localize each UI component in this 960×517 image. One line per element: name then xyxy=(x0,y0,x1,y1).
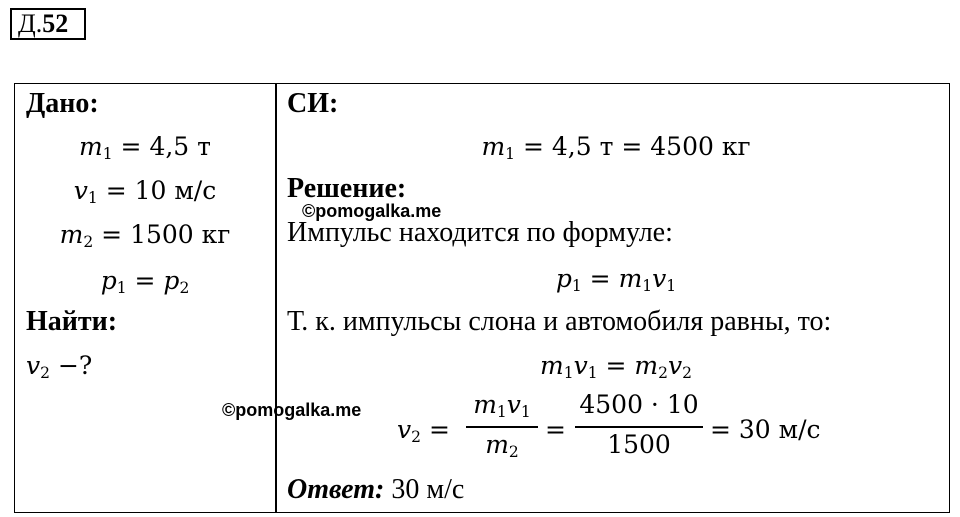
task-prefix: Д. xyxy=(18,9,43,38)
solution-line-2: Т. к. импульсы слона и автомобиля равны, то: xyxy=(287,306,832,337)
given-v1-value: 10 м/с xyxy=(134,176,217,205)
fraction-bar xyxy=(575,426,703,428)
given-heading: Дано: xyxy=(26,88,99,119)
find-heading: Найти: xyxy=(26,306,118,337)
solution-line-1: Импульс находится по формуле: xyxy=(287,217,673,248)
si-m1-conversion: $m_1 = 4,5$ т = 4500 кг xyxy=(481,132,751,163)
answer-value: 30 м/с xyxy=(391,474,465,505)
fraction-numeric xyxy=(575,390,703,462)
column-divider xyxy=(275,83,277,513)
given-m2-value: 1500 кг xyxy=(130,220,231,249)
result-value: = 30 м/с xyxy=(710,415,821,444)
task-number: 52 xyxy=(42,9,69,38)
answer-label: Ответ: xyxy=(287,474,385,505)
si-heading: СИ: xyxy=(287,88,339,119)
given-v1: $v_1 = 10$ м/с xyxy=(73,176,217,207)
momentum-equality: $m_1v_1 = m_2v_2$ xyxy=(539,351,693,382)
given-m1-value: 4,5 т xyxy=(149,132,211,161)
answer-line xyxy=(287,474,464,506)
fraction-numeric-numerator: 4500 · 10 xyxy=(579,390,699,419)
given-m1: $m_1 = 4,5$ т xyxy=(79,132,211,163)
watermark-2: ©pomogalka.me xyxy=(222,400,362,420)
v2-lhs: $v_2$ = xyxy=(397,415,450,446)
watermark-1: ©pomogalka.me xyxy=(302,201,442,221)
fraction-symbolic-numerator: $m_1v_1$ xyxy=(473,390,531,421)
fraction-symbolic xyxy=(466,390,538,462)
momentum-formula: $p_1 = m_1v_1$ xyxy=(555,264,677,295)
fraction-bar xyxy=(466,426,538,428)
find-item-text: −? xyxy=(57,351,93,380)
given-m2: $m_2 = 1500$ кг xyxy=(59,220,231,251)
fraction-numeric-denominator: 1500 xyxy=(607,430,671,459)
equals-sign: = xyxy=(545,415,566,444)
given-p-equality: $p_1 = p_2$ xyxy=(100,266,190,297)
fraction-symbolic-denominator: $m_2$ xyxy=(485,430,519,461)
task-number-badge xyxy=(10,8,86,40)
solution-heading: Решение: xyxy=(287,173,407,204)
find-item: $v_2$ −? xyxy=(26,351,93,382)
si-m1-conversion-text: 4,5 т = 4500 кг xyxy=(551,132,751,161)
